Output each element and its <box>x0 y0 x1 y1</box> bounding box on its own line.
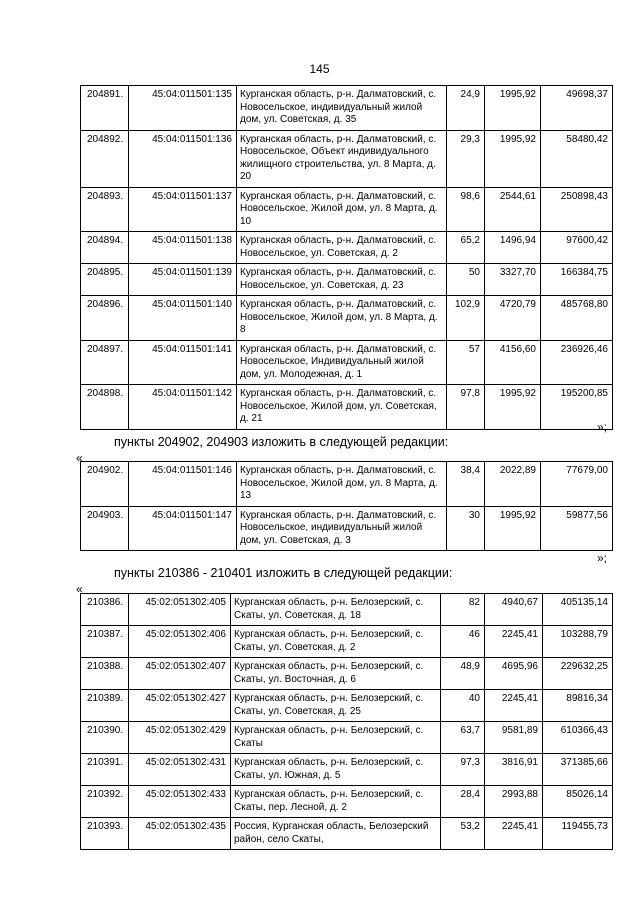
table-row <box>81 187 613 232</box>
address-cell: Россия, Курганская область, Белозерский район, село Скаты, <box>231 818 441 850</box>
price-cell: 2993,88 <box>485 786 543 818</box>
price-cell: 2245,41 <box>485 626 543 658</box>
area-cell: 97,8 <box>447 385 485 430</box>
area-cell: 65,2 <box>447 232 485 264</box>
row-number: 204891. <box>81 86 129 131</box>
table-row <box>81 658 613 690</box>
address-cell: Курганская область, р-н. Далматовский, с. Новосельское, Индивидуальный жилой дом, ул. Молодежная, д. 1 <box>237 340 447 385</box>
address-cell: Курганская область, р-н. Белозерский, с. Скаты, ул. Советская, д. 18 <box>231 594 441 626</box>
price-cell: 2544,61 <box>485 187 541 232</box>
price-cell: 1995,92 <box>485 385 541 430</box>
area-cell: 46 <box>441 626 485 658</box>
row-number: 210390. <box>81 722 129 754</box>
table-row <box>81 296 613 341</box>
registry-table-1 <box>80 85 613 430</box>
area-cell: 57 <box>447 340 485 385</box>
cadastral-number: 45:04:011501:135 <box>129 86 237 131</box>
price-cell: 3816,91 <box>485 754 543 786</box>
area-cell: 82 <box>441 594 485 626</box>
table-row <box>81 462 613 507</box>
table-row <box>81 86 613 131</box>
total-cell: 49698,37 <box>541 86 613 131</box>
cadastral-number: 45:04:011501:139 <box>129 264 237 296</box>
total-cell: 119455,73 <box>543 818 613 850</box>
total-cell: 236926,46 <box>541 340 613 385</box>
area-cell: 97,3 <box>441 754 485 786</box>
row-number: 204896. <box>81 296 129 341</box>
area-cell: 48,9 <box>441 658 485 690</box>
address-cell: Курганская область, р-н. Далматовский, с. Новосельское, ул. Советская, д. 23 <box>237 264 447 296</box>
total-cell: 229632,25 <box>543 658 613 690</box>
address-cell: Курганская область, р-н. Далматовский, с. Новосельское, Объект индивидуального жилищного строительства, ул. 8 Марта, д. 20 <box>237 130 447 187</box>
table-row <box>81 722 613 754</box>
total-cell: 85026,14 <box>543 786 613 818</box>
cadastral-number: 45:02:051302:429 <box>129 722 231 754</box>
address-cell: Курганская область, р-н. Далматовский, с. Новосельское, индивидуальный жилой дом, ул. Советская, д. 3 <box>237 506 447 551</box>
price-cell: 1995,92 <box>485 86 541 131</box>
table-row <box>81 594 613 626</box>
price-cell: 1496,94 <box>485 232 541 264</box>
row-number: 204897. <box>81 340 129 385</box>
price-cell: 2245,41 <box>485 690 543 722</box>
closing-quote: »; <box>597 551 608 565</box>
instruction-text: пункты 210386 - 210401 изложить в следующей редакции: <box>114 566 453 580</box>
address-cell: Курганская область, р-н. Белозерский, с. Скаты, пер. Лесной, д. 2 <box>231 786 441 818</box>
row-number: 204895. <box>81 264 129 296</box>
price-cell: 9581,89 <box>485 722 543 754</box>
area-cell: 38,4 <box>447 462 485 507</box>
table-row <box>81 690 613 722</box>
total-cell: 250898,43 <box>541 187 613 232</box>
cadastral-number: 45:02:051302:406 <box>129 626 231 658</box>
row-number: 210388. <box>81 658 129 690</box>
address-cell: Курганская область, р-н. Далматовский, с. Новосельское, ул. Советская, д. 2 <box>237 232 447 264</box>
price-cell: 4940,67 <box>485 594 543 626</box>
total-cell: 97600,42 <box>541 232 613 264</box>
total-cell: 103288,79 <box>543 626 613 658</box>
total-cell: 371385,66 <box>543 754 613 786</box>
area-cell: 40 <box>441 690 485 722</box>
price-cell: 4695,96 <box>485 658 543 690</box>
total-cell: 166384,75 <box>541 264 613 296</box>
row-number: 204892. <box>81 130 129 187</box>
area-cell: 98,6 <box>447 187 485 232</box>
total-cell: 58480,42 <box>541 130 613 187</box>
table-row <box>81 506 613 551</box>
price-cell: 1995,92 <box>485 130 541 187</box>
total-cell: 89816,34 <box>543 690 613 722</box>
row-number: 210392. <box>81 786 129 818</box>
cadastral-number: 45:04:011501:140 <box>129 296 237 341</box>
table-row <box>81 340 613 385</box>
cadastral-number: 45:04:011501:137 <box>129 187 237 232</box>
total-cell: 59877,56 <box>541 506 613 551</box>
opening-quote: « <box>76 582 83 596</box>
price-cell: 4720,79 <box>485 296 541 341</box>
address-cell: Курганская область, р-н. Белозерский, с. Скаты, ул. Восточная, д. 6 <box>231 658 441 690</box>
cadastral-number: 45:04:011501:138 <box>129 232 237 264</box>
closing-quote: »; <box>597 420 608 434</box>
area-cell: 102,9 <box>447 296 485 341</box>
row-number: 210386. <box>81 594 129 626</box>
address-cell: Курганская область, р-н. Белозерский, с. Скаты, ул. Советская, д. 25 <box>231 690 441 722</box>
area-cell: 63,7 <box>441 722 485 754</box>
row-number: 210389. <box>81 690 129 722</box>
price-cell: 4156,60 <box>485 340 541 385</box>
total-cell: 195200,85 <box>541 385 613 430</box>
price-cell: 3327,70 <box>485 264 541 296</box>
row-number: 204902. <box>81 462 129 507</box>
address-cell: Курганская область, р-н. Белозерский, с. Скаты <box>231 722 441 754</box>
price-cell: 1995,92 <box>485 506 541 551</box>
table-row <box>81 232 613 264</box>
cadastral-number: 45:04:011501:142 <box>129 385 237 430</box>
cadastral-number: 45:02:051302:427 <box>129 690 231 722</box>
area-cell: 30 <box>447 506 485 551</box>
address-cell: Курганская область, р-н. Далматовский, с. Новосельское, Жилой дом, ул. 8 Марта, д. 8 <box>237 296 447 341</box>
price-cell: 2245,41 <box>485 818 543 850</box>
cadastral-number: 45:02:051302:405 <box>129 594 231 626</box>
area-cell: 29,3 <box>447 130 485 187</box>
total-cell: 77679,00 <box>541 462 613 507</box>
table-row <box>81 626 613 658</box>
row-number: 210391. <box>81 754 129 786</box>
table-row <box>81 754 613 786</box>
table-row <box>81 130 613 187</box>
table-row <box>81 786 613 818</box>
address-cell: Курганская область, р-н. Далматовский, с. Новосельское, Жилой дом, ул. Советская, д. 21 <box>237 385 447 430</box>
address-cell: Курганская область, р-н. Далматовский, с. Новосельское, индивидуальный жилой дом, ул. Советская, д. 35 <box>237 86 447 131</box>
cadastral-number: 45:04:011501:136 <box>129 130 237 187</box>
row-number: 204893. <box>81 187 129 232</box>
address-cell: Курганская область, р-н. Далматовский, с. Новосельское, Жилой дом, ул. 8 Марта, д. 10 <box>237 187 447 232</box>
address-cell: Курганская область, р-н. Белозерский, с. Скаты, ул. Южная, д. 5 <box>231 754 441 786</box>
registry-table-2 <box>80 461 613 551</box>
instruction-text: пункты 204902, 204903 изложить в следующей редакции: <box>114 435 449 449</box>
address-cell: Курганская область, р-н. Далматовский, с. Новосельское, Жилой дом, ул. 8 Марта, д. 13 <box>237 462 447 507</box>
cadastral-number: 45:02:051302:431 <box>129 754 231 786</box>
row-number: 204894. <box>81 232 129 264</box>
total-cell: 610366,43 <box>543 722 613 754</box>
cadastral-number: 45:04:011501:146 <box>129 462 237 507</box>
area-cell: 50 <box>447 264 485 296</box>
area-cell: 24,9 <box>447 86 485 131</box>
cadastral-number: 45:04:011501:147 <box>129 506 237 551</box>
total-cell: 485768,80 <box>541 296 613 341</box>
total-cell: 405135,14 <box>543 594 613 626</box>
address-cell: Курганская область, р-н. Белозерский, с. Скаты, ул. Советская, д. 2 <box>231 626 441 658</box>
opening-quote: « <box>76 451 83 465</box>
row-number: 210393. <box>81 818 129 850</box>
registry-table-3 <box>80 593 613 850</box>
area-cell: 53,2 <box>441 818 485 850</box>
table-row <box>81 818 613 850</box>
table-row <box>81 264 613 296</box>
row-number: 204898. <box>81 385 129 430</box>
cadastral-number: 45:02:051302:407 <box>129 658 231 690</box>
table-row <box>81 385 613 430</box>
cadastral-number: 45:02:051302:435 <box>129 818 231 850</box>
row-number: 210387. <box>81 626 129 658</box>
area-cell: 28,4 <box>441 786 485 818</box>
cadastral-number: 45:04:011501:141 <box>129 340 237 385</box>
price-cell: 2022,89 <box>485 462 541 507</box>
cadastral-number: 45:02:051302:433 <box>129 786 231 818</box>
row-number: 204903. <box>81 506 129 551</box>
page-number: 145 <box>309 62 330 76</box>
